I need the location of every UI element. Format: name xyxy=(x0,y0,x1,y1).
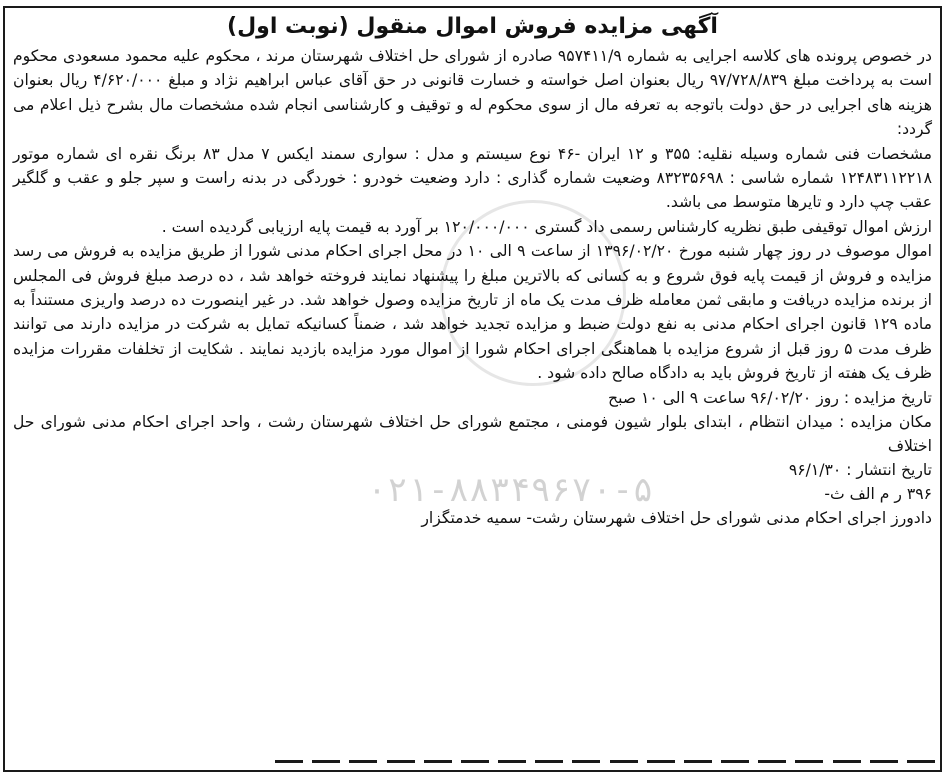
reference-code: ۳۹۶ ر م الف ث- xyxy=(824,484,932,503)
publish-date: تاریخ انتشار : ۹۶/۱/۳۰ xyxy=(788,460,932,479)
notice-title: آگهی مزایده فروش اموال منقول (نوبت اول) xyxy=(227,14,718,39)
vehicle-spec-paragraph: مشخصات فنی شماره وسیله نقلیه: ۳۵۵ و ۱۲ ایران -۴۶ نوع سیستم و مدل : سواری سمند ایکس ۷ مدل ۸۳ برنگ نقره ای شماره موتور ۱۲۴۸۳۱۱۲۲۱۸ شماره شاسی : ۸۳۲۳۵۶۹۸ وضعیت شماره گذاری : دارد وضعیت خودرو : خوردگی در بدنه راست و سپر جلو و عقب و گلگیر عقب چپ دارد و تایرها متوسط می باشد. xyxy=(13,144,933,212)
auction-terms-paragraph: اموال موصوف در روز چهار شنبه مورخ ۱۳۹۶/۰۲/۲۰ از ساعت ۹ الی ۱۰ در محل اجرای احکام مدنی شورا از طریق مزایده به فروش می رسد مزایده و فروش از قیمت پایه فوق شروع و به کسانی که بالاترین مبلغ را پیشنهاد نمایند فروخته خواهد شد ، ده درصد مبلغ فروش فی المجلس از برنده مزایده دریافت و مابقی ثمن معامله ظرف مدت یک ماه از تاریخ مزایده وصول خواهد شد. در غیر اینصورت ده درصد واریزی مستنداً به ماده ۱۲۹ قانون اجرای احکام مدنی به نفع دولت ضبط و مزایده تجدید خواهد شد ، ضمناً کسانیکه تمایل به شرکت در مزایده دارند می توانند ظرف مدت ۵ روز قبل از شروع مزایده با هماهنگی اجرای احکام شورا از اموال مورد مزایده بازدید نمایند . شکایت از تخلفات مقررات مزایده ظرف یک هفته از تاریخ فروش باید به دادگاه صالح داده شود . xyxy=(13,242,933,383)
auction-place: مکان مزایده : میدان انتظام ، ابتدای بلوار شیون فومنی ، مجتمع شورای حل اختلاف شهرستان رشت ، واحد اجرای احکام مدنی شورای حل اختلاف xyxy=(13,412,932,455)
case-paragraph: در خصوص پرونده های کلاسه اجرایی به شماره ۹۵۷۴۱۱/۹ صادره از شورای حل اختلاف شهرستان مرند ، محکوم علیه محمود مسعودی محکوم است به پرداخت مبلغ ۹۷/۷۲۸/۸۳۹ ریال بعنوان اصل خواسته و خسارت قانونی در حق آقای عباس ابراهیم نژاد و مبلغ ۴/۶۲۰/۰۰۰ ریال بعنوان هزینه های اجرایی در حق دولت باتوجه به تعرفه مال از سوی محکوم له و توقیف و کارشناسی انجام شده مشخصات مال بشرح ذیل اعلام می گردد: xyxy=(13,47,932,139)
valuation-paragraph: ارزش اموال توقیفی طبق نظریه کارشناس رسمی داد گستری ۱۲۰/۰۰۰/۰۰۰ بر آورد به قیمت پایه ارزیابی گردیده است . xyxy=(161,217,932,236)
signature-line: دادورز اجرای احکام مدنی شورای حل اختلاف شهرستان رشت- سمیه خدمتگزار xyxy=(421,508,932,527)
watermark-phone: ۰۲۱-۸۸۳۴۹۶۷۰-۵ xyxy=(366,470,654,510)
auction-notice xyxy=(3,6,942,772)
notice-body xyxy=(5,44,940,530)
bottom-dashed-rule xyxy=(275,760,935,766)
auction-date: تاریخ مزایده : روز ۹۶/۰۲/۲۰ ساعت ۹ الی ۱۰ صبح xyxy=(608,388,932,407)
